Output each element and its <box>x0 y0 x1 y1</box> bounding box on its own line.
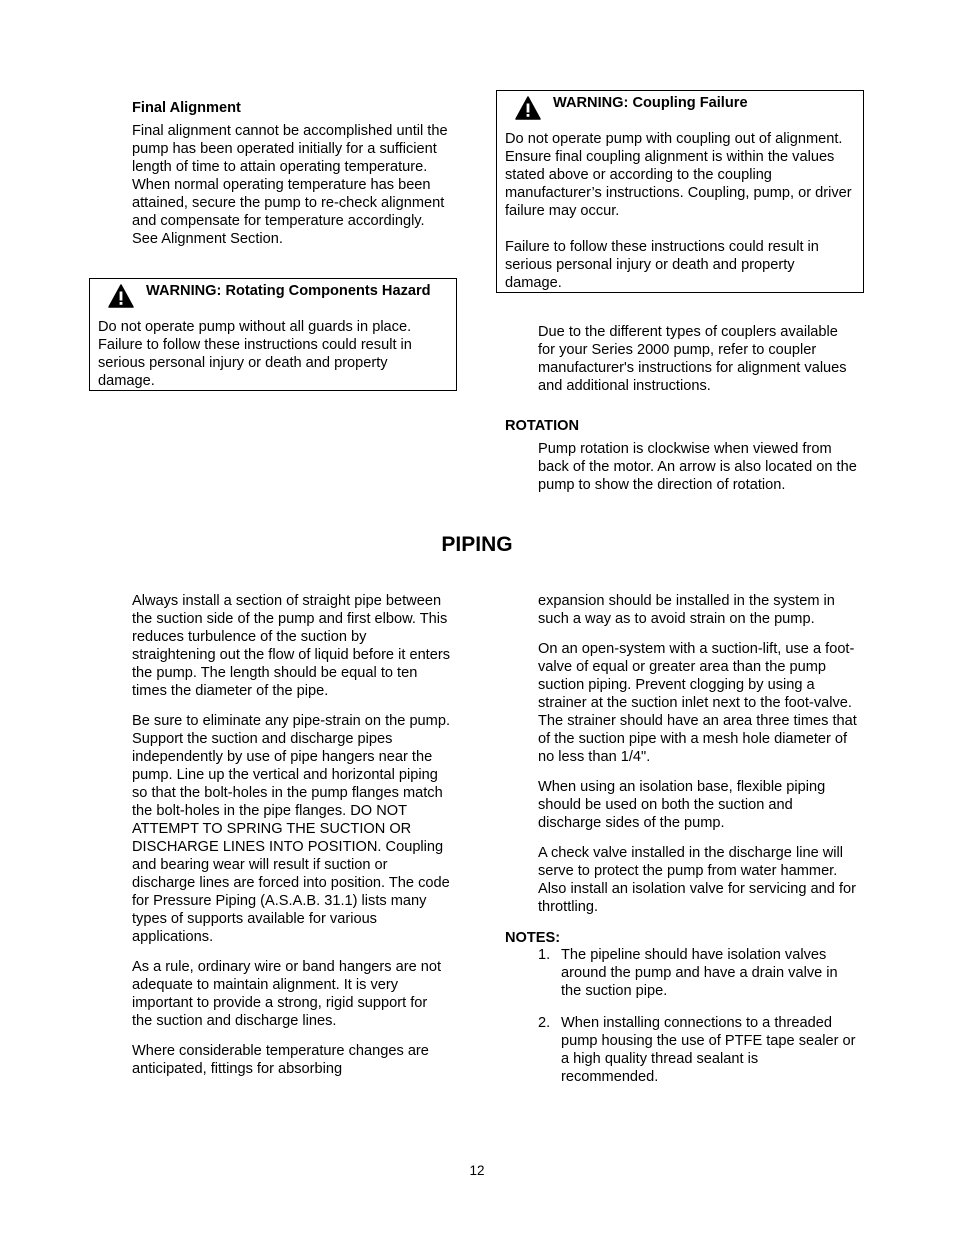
warning-coupling-body: Do not operate pump with coupling out of alignment. Ensure final coupling alignment is within the values stated above or according to the coupling manufacturer’s instructions. Coupling, pump, or driver failure may occur. <box>505 131 852 219</box>
final-alignment-heading: Final Alignment <box>132 100 241 116</box>
couplers-paragraph: Due to the different types of couplers available for your Series 2000 pump, refer to coupler manufacturer's instructions for alignment values and additional instructions. <box>538 324 847 394</box>
piping-paragraph: A check valve installed in the discharge line will serve to protect the pump from water hammer. Also install an isolation valve for servicing and for throttling. <box>538 845 856 915</box>
warning-triangle-icon <box>515 96 541 120</box>
notes-list <box>538 946 858 1100</box>
note-number: 1. <box>538 947 551 963</box>
piping-section-title: PIPING <box>441 533 513 556</box>
warning-rotating-body: Do not operate pump without all guards in place. Failure to follow these instructions could result in serious personal injury or death and property damage. <box>98 319 412 389</box>
warning-rotating-title: WARNING: Rotating Components Hazard <box>146 283 431 299</box>
note-item <box>538 1014 858 1086</box>
warning-triangle-icon <box>108 284 134 308</box>
warning-coupling-box <box>496 90 864 293</box>
rotation-text: Pump rotation is clockwise when viewed from back of the motor. An arrow is also located on the pump to show the direction of rotation. <box>538 441 857 493</box>
piping-left-column <box>132 592 450 1090</box>
warning-rotating-header <box>98 282 448 318</box>
final-alignment-text: Final alignment cannot be accomplished until the pump has been operated initially for a sufficient length of time to attain operating temperature. When normal operating temperature has been attained, secure the pump to re-check alignment and compensate for temperature accordingly. See Alignment Section. <box>132 123 448 247</box>
note-text: The pipeline should have isolation valves around the pump and have a drain valve in the suction pipe. <box>561 947 838 999</box>
piping-paragraph: Be sure to eliminate any pipe-strain on the pump. Support the suction and discharge pipes independently by use of pipe hangers near the pump. Line up the vertical and horizontal piping so that the bolt-holes in the pump flanges match the bolt-holes in the pipe flanges. DO NOT ATTEMPT TO SPRING THE SUCTION OR DISCHARGE LINES INTO POSITION. Coupling and bearing wear will result if suction or discharge lines are forced into position. The code for Pressure Piping (A.S.A.B. 31.1) lists many types of supports available for various applications. <box>132 713 450 945</box>
rotation-heading: ROTATION <box>505 418 580 434</box>
note-number: 2. <box>538 1015 551 1031</box>
piping-paragraph: On an open-system with a suction-lift, use a foot-valve of equal or greater area than the pump suction piping. Prevent clogging by using a strainer at the suction inlet next to the foot-valve. The strainer should have an area three times that of the suction pipe with a mesh hole diameter of no less than 1/4". <box>538 641 857 765</box>
piping-paragraph: Where considerable temperature changes are anticipated, fittings for absorbing <box>132 1043 429 1077</box>
warning-coupling-header <box>505 94 855 112</box>
warning-coupling-title: WARNING: Coupling Failure <box>553 95 748 111</box>
piping-paragraph: When using an isolation base, flexible piping should be used on both the suction and discharge sides of the pump. <box>538 779 826 831</box>
page-number: 12 <box>469 1163 485 1178</box>
note-item <box>538 946 858 1000</box>
note-text: When installing connections to a threaded pump housing the use of PTFE tape sealer or a high quality thread sealant is recommended. <box>561 1015 856 1085</box>
piping-paragraph: As a rule, ordinary wire or band hangers are not adequate to maintain alignment. It is very important to provide a strong, rigid support for the suction and discharge lines. <box>132 959 442 1029</box>
warning-coupling-consequence: Failure to follow these instructions could result in serious personal injury or death and property damage. <box>505 239 819 291</box>
warning-rotating-box <box>89 278 457 391</box>
piping-paragraph: expansion should be installed in the system in such a way as to avoid strain on the pump. <box>538 593 835 627</box>
piping-right-column <box>538 592 858 928</box>
notes-heading: NOTES: <box>505 930 561 946</box>
piping-paragraph: Always install a section of straight pipe between the suction side of the pump and first elbow. This reduces turbulence of the suction by straightening out the flow of liquid before it enters the pump. The length should be equal to ten times the diameter of the pipe. <box>132 593 451 699</box>
